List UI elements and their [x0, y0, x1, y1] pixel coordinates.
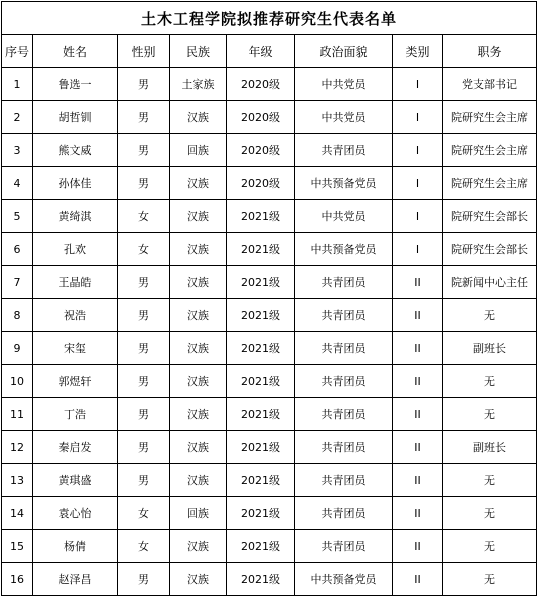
cell-grade[interactable]: 2021级 [227, 266, 295, 299]
table-row [2, 365, 537, 398]
cell-grade[interactable]: 2020级 [227, 167, 295, 200]
cell-ethnicity[interactable]: 汉族 [170, 464, 227, 497]
table-row [2, 299, 537, 332]
cell-index[interactable]: 4 [2, 167, 33, 200]
cell-category[interactable]: I [393, 134, 443, 167]
cell-duty[interactable]: 无 [443, 299, 537, 332]
cell-grade[interactable]: 2021级 [227, 398, 295, 431]
table-row [2, 200, 537, 233]
cell-index[interactable]: 2 [2, 101, 33, 134]
spreadsheet-sheet [1, 1, 536, 596]
table-row [2, 266, 537, 299]
cell-gender[interactable]: 男 [118, 68, 170, 101]
cell-name[interactable]: 王晶皓 [33, 266, 118, 299]
cell-political-status[interactable]: 共青团员 [295, 464, 393, 497]
cell-political-status[interactable]: 共青团员 [295, 332, 393, 365]
cell-name[interactable]: 孙体佳 [33, 167, 118, 200]
cell-category[interactable]: I [393, 101, 443, 134]
cell-index[interactable]: 16 [2, 563, 33, 596]
cell-ethnicity[interactable]: 回族 [170, 134, 227, 167]
cell-political-status[interactable]: 中共党员 [295, 101, 393, 134]
header-cell-category[interactable]: 类别 [393, 35, 443, 68]
cell-gender[interactable]: 女 [118, 233, 170, 266]
table-row [2, 134, 537, 167]
cell-political-status[interactable]: 中共预备党员 [295, 563, 393, 596]
cell-name[interactable]: 宋玺 [33, 332, 118, 365]
cell-index[interactable]: 7 [2, 266, 33, 299]
cell-category[interactable]: II [393, 299, 443, 332]
cell-political-status[interactable]: 中共党员 [295, 200, 393, 233]
table-row [2, 167, 537, 200]
cell-index[interactable]: 8 [2, 299, 33, 332]
cell-index[interactable]: 15 [2, 530, 33, 563]
cell-index[interactable]: 10 [2, 365, 33, 398]
cell-name[interactable]: 秦启发 [33, 431, 118, 464]
cell-ethnicity[interactable]: 土家族 [170, 68, 227, 101]
cell-duty[interactable]: 院研究生会主席 [443, 101, 537, 134]
cell-gender[interactable]: 男 [118, 266, 170, 299]
cell-duty[interactable]: 院研究生会部长 [443, 233, 537, 266]
table-row [2, 68, 537, 101]
cell-ethnicity[interactable]: 汉族 [170, 332, 227, 365]
cell-grade[interactable]: 2021级 [227, 530, 295, 563]
cell-duty[interactable]: 无 [443, 530, 537, 563]
cell-gender[interactable]: 男 [118, 332, 170, 365]
cell-duty[interactable]: 副班长 [443, 431, 537, 464]
cell-category[interactable]: II [393, 431, 443, 464]
cell-grade[interactable]: 2021级 [227, 497, 295, 530]
cell-index[interactable]: 11 [2, 398, 33, 431]
cell-category[interactable]: II [393, 464, 443, 497]
cell-gender[interactable]: 女 [118, 497, 170, 530]
cell-index[interactable]: 6 [2, 233, 33, 266]
cell-category[interactable]: II [393, 563, 443, 596]
cell-name[interactable]: 熊文威 [33, 134, 118, 167]
cell-ethnicity[interactable]: 汉族 [170, 398, 227, 431]
cell-duty[interactable]: 无 [443, 497, 537, 530]
cell-political-status[interactable]: 中共预备党员 [295, 233, 393, 266]
header-row [2, 35, 537, 68]
cell-political-status[interactable]: 共青团员 [295, 299, 393, 332]
cell-index[interactable]: 5 [2, 200, 33, 233]
cell-duty[interactable]: 党支部书记 [443, 68, 537, 101]
cell-name[interactable]: 胡哲钏 [33, 101, 118, 134]
cell-political-status[interactable]: 中共预备党员 [295, 167, 393, 200]
cell-ethnicity[interactable]: 回族 [170, 497, 227, 530]
cell-political-status[interactable]: 共青团员 [295, 497, 393, 530]
table-row [2, 431, 537, 464]
cell-gender[interactable]: 男 [118, 299, 170, 332]
header-cell-political-status[interactable]: 政治面貌 [295, 35, 393, 68]
cell-category[interactable]: II [393, 332, 443, 365]
table-row [2, 332, 537, 365]
cell-political-status[interactable]: 共青团员 [295, 530, 393, 563]
cell-name[interactable]: 黄绮淇 [33, 200, 118, 233]
cell-duty[interactable]: 无 [443, 464, 537, 497]
table-row [2, 530, 537, 563]
cell-gender[interactable]: 男 [118, 431, 170, 464]
header-cell-gender[interactable]: 性别 [118, 35, 170, 68]
cell-political-status[interactable]: 中共党员 [295, 68, 393, 101]
cell-index[interactable]: 12 [2, 431, 33, 464]
cell-duty[interactable]: 副班长 [443, 332, 537, 365]
cell-name[interactable]: 杨倩 [33, 530, 118, 563]
cell-grade[interactable]: 2020级 [227, 68, 295, 101]
cell-ethnicity[interactable]: 汉族 [170, 101, 227, 134]
cell-grade[interactable]: 2020级 [227, 101, 295, 134]
cell-duty[interactable]: 无 [443, 365, 537, 398]
cell-name[interactable]: 鲁选一 [33, 68, 118, 101]
cell-category[interactable]: I [393, 68, 443, 101]
header-cell-ethnicity[interactable]: 民族 [170, 35, 227, 68]
cell-gender[interactable]: 男 [118, 398, 170, 431]
cell-political-status[interactable]: 共青团员 [295, 134, 393, 167]
cell-gender[interactable]: 女 [118, 530, 170, 563]
table-title[interactable]: 土木工程学院拟推荐研究生代表名单 [2, 2, 537, 35]
cell-political-status[interactable]: 共青团员 [295, 398, 393, 431]
cell-gender[interactable]: 男 [118, 563, 170, 596]
cell-category[interactable]: I [393, 200, 443, 233]
cell-name[interactable]: 黄琪盛 [33, 464, 118, 497]
cell-grade[interactable]: 2020级 [227, 134, 295, 167]
cell-name[interactable]: 丁浩 [33, 398, 118, 431]
representative-table [1, 1, 537, 596]
cell-category[interactable]: II [393, 266, 443, 299]
cell-name[interactable]: 赵泽昌 [33, 563, 118, 596]
cell-political-status[interactable]: 共青团员 [295, 266, 393, 299]
cell-index[interactable]: 14 [2, 497, 33, 530]
cell-duty[interactable]: 院研究生会主席 [443, 167, 537, 200]
table-row [2, 464, 537, 497]
header-cell-duty[interactable]: 职务 [443, 35, 537, 68]
table-row [2, 563, 537, 596]
cell-ethnicity[interactable]: 汉族 [170, 167, 227, 200]
cell-category[interactable]: II [393, 497, 443, 530]
cell-ethnicity[interactable]: 汉族 [170, 200, 227, 233]
cell-duty[interactable]: 院研究生会部长 [443, 200, 537, 233]
cell-name[interactable]: 郭煜轩 [33, 365, 118, 398]
cell-index[interactable]: 3 [2, 134, 33, 167]
header-cell-name[interactable]: 姓名 [33, 35, 118, 68]
cell-duty[interactable]: 无 [443, 398, 537, 431]
cell-duty[interactable]: 院新闻中心主任 [443, 266, 537, 299]
cell-grade[interactable]: 2021级 [227, 365, 295, 398]
cell-grade[interactable]: 2021级 [227, 233, 295, 266]
cell-index[interactable]: 13 [2, 464, 33, 497]
cell-ethnicity[interactable]: 汉族 [170, 431, 227, 464]
cell-category[interactable]: II [393, 530, 443, 563]
cell-category[interactable]: I [393, 233, 443, 266]
table-row [2, 497, 537, 530]
cell-name[interactable]: 孔欢 [33, 233, 118, 266]
cell-grade[interactable]: 2021级 [227, 200, 295, 233]
cell-category[interactable]: II [393, 398, 443, 431]
cell-political-status[interactable]: 共青团员 [295, 365, 393, 398]
cell-duty[interactable]: 院研究生会主席 [443, 134, 537, 167]
cell-index[interactable]: 9 [2, 332, 33, 365]
cell-ethnicity[interactable]: 汉族 [170, 299, 227, 332]
cell-name[interactable]: 祝浩 [33, 299, 118, 332]
table-row [2, 101, 537, 134]
cell-name[interactable]: 袁心怡 [33, 497, 118, 530]
cell-grade[interactable]: 2021级 [227, 299, 295, 332]
table-body [2, 68, 537, 596]
cell-grade[interactable]: 2021级 [227, 332, 295, 365]
cell-gender[interactable]: 男 [118, 167, 170, 200]
cell-duty[interactable]: 无 [443, 563, 537, 596]
cell-grade[interactable]: 2021级 [227, 464, 295, 497]
cell-ethnicity[interactable]: 汉族 [170, 233, 227, 266]
cell-gender[interactable]: 男 [118, 365, 170, 398]
header-cell-index[interactable]: 序号 [2, 35, 33, 68]
cell-gender[interactable]: 男 [118, 101, 170, 134]
cell-index[interactable]: 1 [2, 68, 33, 101]
table-row [2, 233, 537, 266]
cell-grade[interactable]: 2021级 [227, 563, 295, 596]
table-row [2, 398, 537, 431]
cell-gender[interactable]: 男 [118, 134, 170, 167]
cell-category[interactable]: I [393, 167, 443, 200]
cell-ethnicity[interactable]: 汉族 [170, 266, 227, 299]
cell-ethnicity[interactable]: 汉族 [170, 530, 227, 563]
cell-ethnicity[interactable]: 汉族 [170, 563, 227, 596]
cell-gender[interactable]: 男 [118, 464, 170, 497]
cell-political-status[interactable]: 共青团员 [295, 431, 393, 464]
cell-grade[interactable]: 2021级 [227, 431, 295, 464]
cell-ethnicity[interactable]: 汉族 [170, 365, 227, 398]
cell-gender[interactable]: 女 [118, 200, 170, 233]
cell-category[interactable]: II [393, 365, 443, 398]
header-cell-grade[interactable]: 年级 [227, 35, 295, 68]
